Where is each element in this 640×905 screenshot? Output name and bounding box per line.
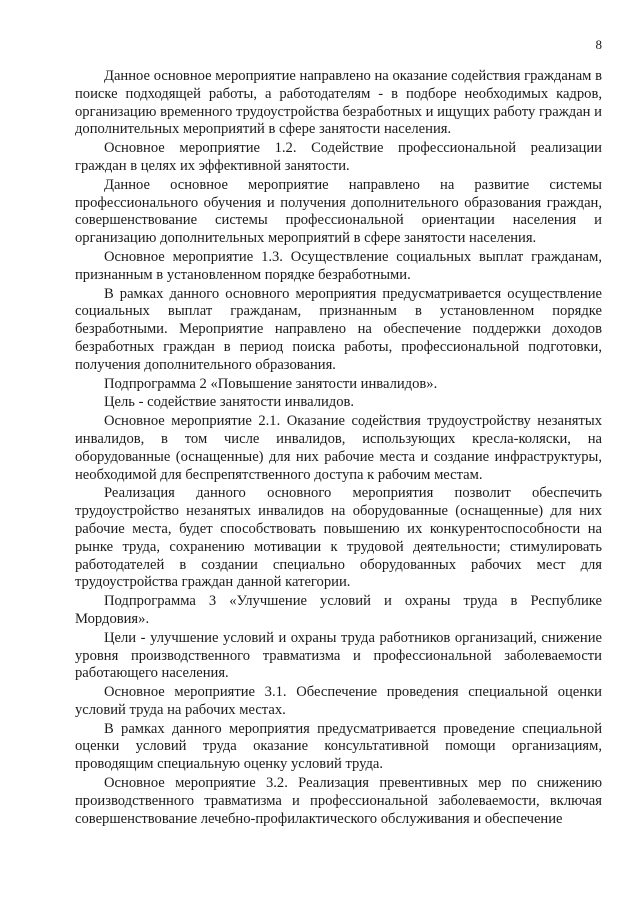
paragraph: Данное основное мероприятие направлено на развитие системы профессионального обучения и получения дополнительного образования граждан, совершенствование системы профессиональной ориентации населения и организацию дополнительных мероприятий в сфере занятости населения.	[75, 176, 602, 247]
paragraph: Основное мероприятие 1.2. Содействие профессиональной реализации граждан в целях их эффективной занятости.	[75, 140, 602, 174]
paragraph: Основное мероприятие 1.3. Осуществление социальных выплат гражданам, признанным в установленном порядке безработными.	[75, 248, 602, 283]
paragraph: Основное мероприятие 2.1. Оказание содействия трудоустройству незанятых инвалидов, в том числе инвалидов, использующих кресла-коляски, на оборудованные (оснащенные) для них рабочие места и создание инфраструктуры, необходимой для беспрепятственного доступа к рабочим местам.	[75, 413, 602, 483]
paragraph: В рамках данного основного мероприятия предусматривается осуществление социальных выплат гражданам, признанным в установленном порядке безработными. Мероприятие направлено на обеспечение поддержки доходов безработных граждан в период поиска работы, профессиональной подготовки, получения дополнительного образования.	[75, 285, 602, 373]
goal-line: Цель - содействие занятости инвалидов.	[104, 394, 355, 411]
paragraph: Данное основное мероприятие направлено на оказание содействия гражданам в поиске подходящей работы, а работодателям - в подборе необходимых кадров, организацию временного трудоустройства безработных и ищущих работу граждан и дополнительных мероприятий в сфере занятости населения.	[75, 68, 602, 138]
paragraph: Основное мероприятие 3.1. Обеспечение проведения специальной оценки условий труда на рабочих местах.	[75, 684, 602, 718]
paragraph: Реализация данного основного мероприятия позволит обеспечить трудоустройство незанятых инвалидов на оборудованные (оснащенные) для них рабочие места, будет способствовать повышению их конкурентоспособности на рынке труда, сохранению мотивации к трудовой деятельности; стимулировать работодателей в создании специально оборудованных рабочих мест для трудоустройства граждан данной категории.	[75, 485, 602, 591]
paragraph: Основное мероприятие 3.2. Реализация превентивных мер по снижению производственного травматизма и профессиональной заболеваемости, включая совершенствование лечебно-профилактического обслуживания и обеспечение	[75, 775, 602, 827]
paragraph: В рамках данного мероприятия предусматривается проведение специальной оценки условий труда оказание консультативной помощи организациям, проводящим специальную оценку условий труда.	[75, 720, 602, 773]
subprogram-heading: Подпрограмма 3 «Улучшение условий и охраны труда в Республике Мордовия».	[75, 593, 602, 627]
page-number: 8	[595, 37, 602, 52]
subprogram-heading: Подпрограмма 2 «Повышение занятости инвалидов».	[104, 375, 438, 392]
body-text	[75, 68, 602, 829]
goal-line: Цели - улучшение условий и охраны труда работников организаций, снижение уровня производственного травматизма и профессиональной заболеваемости работающего населения.	[75, 629, 602, 682]
